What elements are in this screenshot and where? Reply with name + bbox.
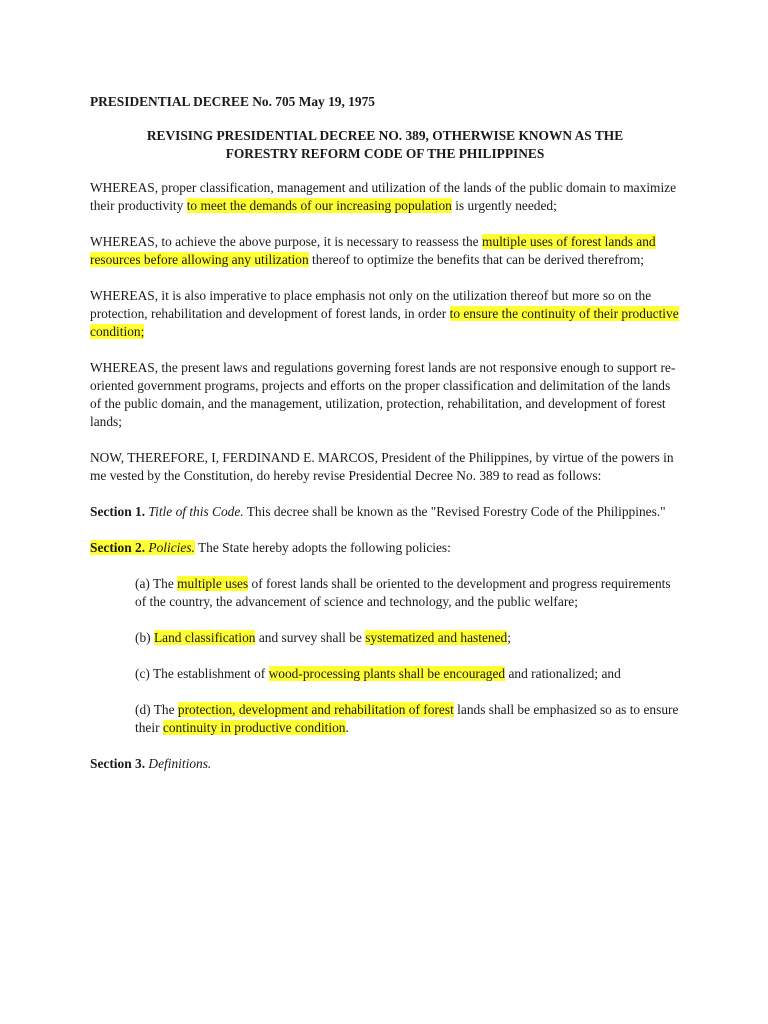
whereas-2-text: WHEREAS, to achieve the above purpose, it is necessary to reassess the: [90, 234, 482, 249]
whereas-2-tail: thereof to optimize the benefits that can be derived therefrom;: [308, 252, 645, 267]
highlight-policy-a: multiple uses: [177, 576, 249, 591]
section-1-title: Title of this Code.: [148, 504, 244, 519]
highlight-productive-condition: continuity in productive condition: [162, 720, 346, 735]
section-2-heading-highlight: [90, 540, 195, 555]
section-1-text: This decree shall be known as the "Revised Forestry Code of the Philippines.": [243, 504, 666, 519]
highlight-continuity: to ensure the continuity of their productive condition;: [90, 306, 679, 339]
whereas-clause-1: [90, 179, 680, 215]
subtitle-line-1: REVISING PRESIDENTIAL DECREE NO. 389, OTHERWISE KNOWN AS THE: [146, 128, 624, 143]
highlight-multiple-uses: multiple uses of forest lands and resources before allowing any utilization: [90, 234, 656, 267]
policy-item-c: [135, 665, 680, 683]
policy-c-post: and rationalized; and: [505, 666, 621, 681]
highlight-protection: protection, development and rehabilitation of forest: [177, 702, 454, 717]
whereas-clause-3: [90, 287, 680, 341]
policy-a-post: of forest lands shall be oriented to the development and progress requirements of the country, the advancement of science and technology, and the public welfare;: [135, 576, 671, 609]
section-1: [90, 503, 680, 521]
policy-a-pre: (a) The: [135, 576, 178, 591]
section-2-title: Policies.: [148, 540, 195, 555]
document-page: [90, 93, 680, 791]
policy-item-a: [135, 575, 680, 611]
section-3-title: Definitions.: [148, 756, 212, 771]
document-subtitle: [90, 127, 680, 163]
subtitle-line-2: FORESTRY REFORM CODE OF THE PHILIPPINES: [225, 146, 545, 161]
policy-c-pre: (c) The establishment of: [135, 666, 269, 681]
policy-b-mid: and survey shall be: [255, 630, 366, 645]
section-3-label: Section 3.: [90, 756, 146, 771]
document-header: PRESIDENTIAL DECREE No. 705 May 19, 1975: [90, 94, 375, 109]
policy-d-mid: lands shall be emphasized so as to ensure their: [135, 702, 679, 735]
section-2-label: Section 2.: [90, 540, 146, 555]
highlight-systematized: systematized and hastened: [365, 630, 508, 645]
whereas-1-tail: is urgently needed;: [451, 198, 557, 213]
policy-item-b: [135, 629, 680, 647]
section-3: [90, 755, 680, 773]
highlight-land-classification: Land classification: [153, 630, 256, 645]
whereas-1-text: WHEREAS, proper classification, management and utilization of the lands of the public domain to maximize their productivity: [90, 180, 677, 213]
section-2-text: The State hereby adopts the following policies:: [194, 540, 451, 555]
section-1-label: Section 1.: [90, 504, 146, 519]
highlight-increasing-population: to meet the demands of our increasing population: [186, 198, 452, 213]
policy-d-post: .: [345, 720, 349, 735]
now-therefore-clause: NOW, THEREFORE, I, FERDINAND E. MARCOS, President of the Philippines, by virtue of the powers in me vested by the Constitution, do hereby revise Presidential Decree No. 389 to read as follows:: [90, 450, 674, 483]
policy-d-pre: (d) The: [135, 702, 178, 717]
highlight-wood-processing: wood-processing plants shall be encouraged: [268, 666, 506, 681]
section-2: [90, 539, 680, 557]
whereas-3-text: WHEREAS, it is also imperative to place emphasis not only on the utilization thereof but more so on the protection, rehabilitation and development of forest lands, in order: [90, 288, 652, 321]
policy-b-post: ;: [507, 630, 511, 645]
whereas-clause-2: [90, 233, 680, 269]
policy-item-d: [135, 701, 680, 737]
policy-b-pre: (b): [135, 630, 154, 645]
whereas-clause-4: WHEREAS, the present laws and regulations governing forest lands are not responsive enough to support re-oriented government programs, projects and efforts on the proper classification and delimitation of the lands of the public domain, and the management, utilization, protection, rehabilitation, and development of forest lands;: [90, 360, 676, 429]
